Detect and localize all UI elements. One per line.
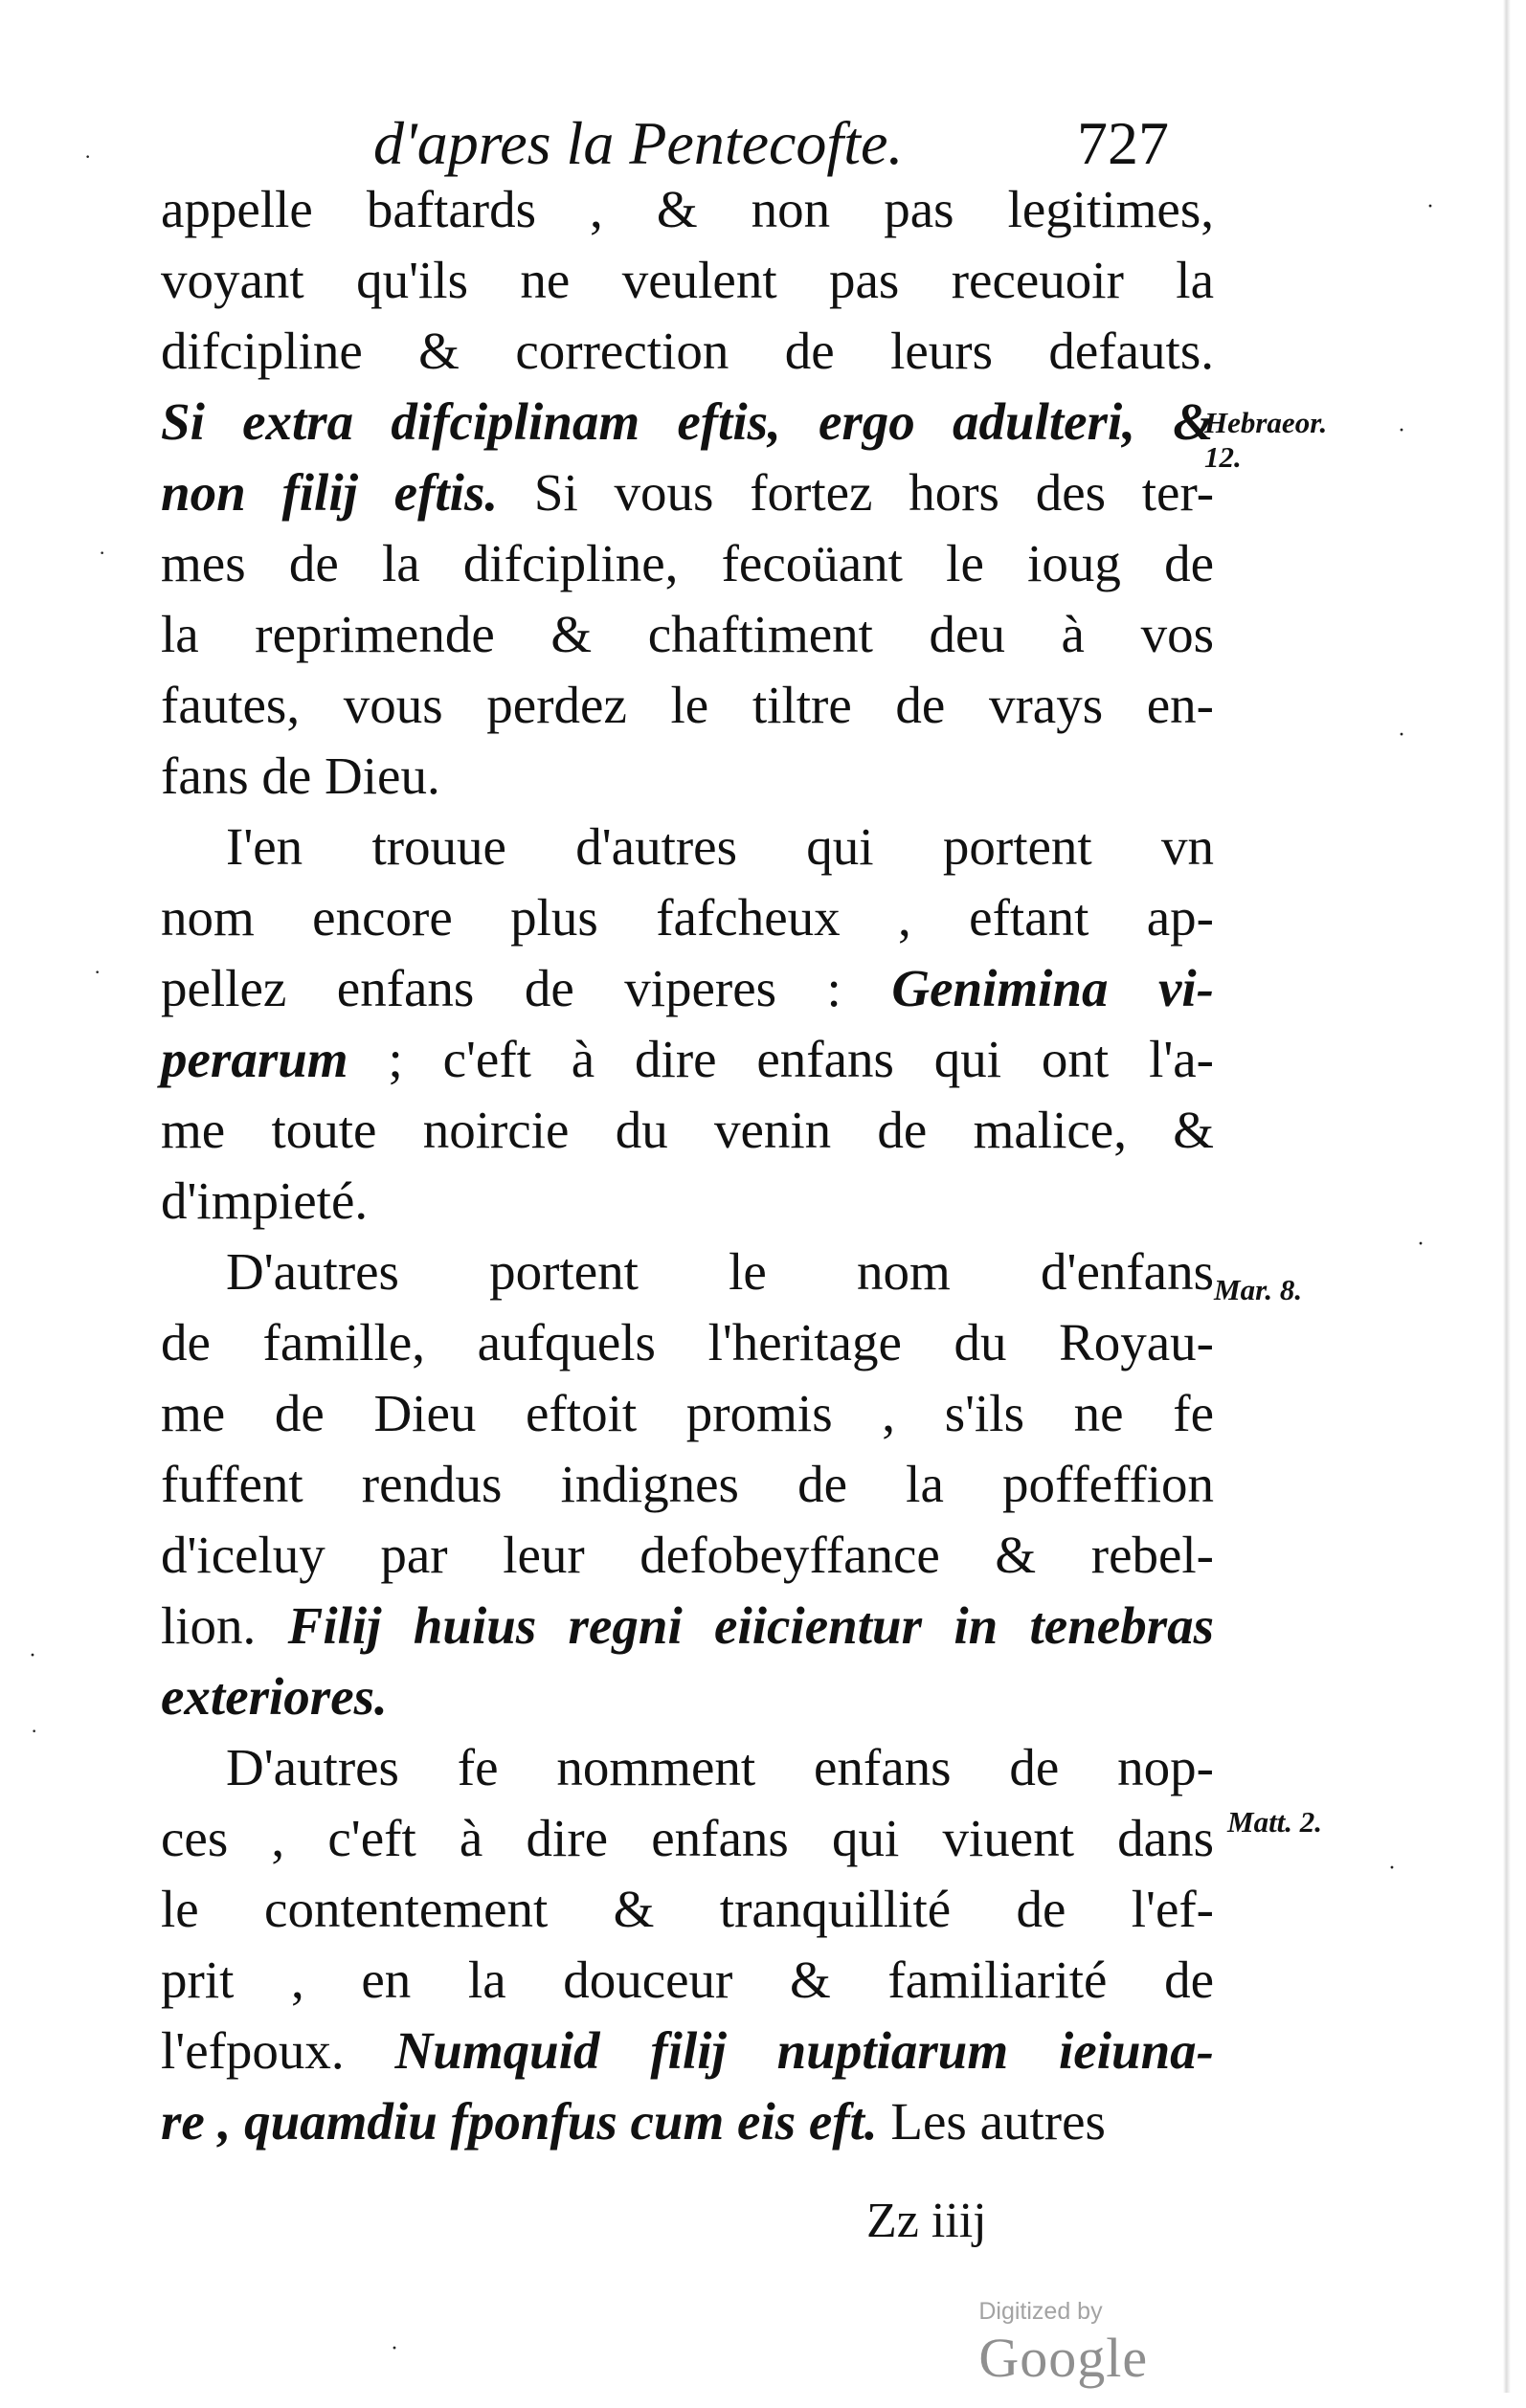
french-text: fautes, vous perdez le tiltre de vrays en- (161, 676, 1214, 734)
text-line (161, 1803, 1214, 1874)
latin-quotation: Si extra difciplinam eftis, ergo adulteri, & (161, 392, 1214, 451)
text-line (161, 670, 1214, 741)
french-text: fans de Dieu. (161, 747, 440, 805)
text-line (161, 2016, 1214, 2086)
latin-quotation: re , quamdiu fponfus cum eis eft. (161, 2092, 878, 2151)
latin-quotation: exteriores. (161, 1667, 388, 1726)
french-text: nom encore plus fafcheux , eftant ap- (161, 888, 1214, 947)
french-text: de famille, aufquels l'heritage du Royau- (161, 1313, 1214, 1371)
text-line (161, 245, 1214, 316)
french-text: lion. (161, 1596, 288, 1655)
french-text: Si vous fortez hors des ter- (498, 463, 1215, 522)
text-line (161, 1095, 1214, 1166)
text-line (161, 316, 1214, 387)
stray-dot-mark: · (31, 1719, 38, 1743)
text-line (161, 1732, 1214, 1803)
french-text: prit , en la douceur & familiarité de (161, 1951, 1214, 2009)
latin-quotation: Genimina vi- (891, 959, 1214, 1017)
stray-dot-mark: · (1398, 723, 1405, 747)
french-text: mes de la difcipline, fecoüant le ioug de (161, 534, 1214, 592)
french-text: Les autres (877, 2092, 1106, 2151)
stray-dot-mark: · (391, 2336, 398, 2361)
text-line (161, 1166, 1214, 1237)
stray-dot-mark: · (29, 1643, 36, 1668)
latin-quotation: non filij eftis. (161, 463, 499, 522)
margin-note-matthieu: Matt. 2. (1227, 1805, 1323, 1839)
stray-dot-mark: · (1388, 1856, 1396, 1881)
text-line (161, 741, 1214, 812)
running-head: d'apres la Pentecofte. (373, 109, 904, 177)
latin-quotation: Filij huius regni eiicientur in tenebras (287, 1596, 1215, 1655)
french-text: difcipline & correction de leurs defauts. (161, 322, 1214, 380)
body-text (161, 174, 1214, 2157)
french-text: me toute noircie du venin de malice, & (161, 1101, 1214, 1159)
french-text: appelle baftards , & non pas legitimes, (161, 180, 1214, 238)
text-line (161, 457, 1214, 528)
stray-dot-mark: · (1417, 1232, 1425, 1257)
text-line (161, 387, 1214, 457)
text-line (161, 1945, 1214, 2016)
text-line (161, 953, 1214, 1024)
text-line (161, 1520, 1214, 1591)
stray-dot-mark: · (94, 960, 101, 984)
french-text: d'iceluy par leur defobeyffance & rebel- (161, 1526, 1214, 1584)
french-text: ces , c'eft à dire enfans qui viuent dans (161, 1809, 1214, 1867)
french-text: ; c'eft à dire enfans qui ont l'a- (348, 1030, 1214, 1088)
margin-note-hebreux: Hebraeor. 12. (1204, 406, 1328, 474)
page-header (0, 0, 1526, 182)
text-line (161, 2086, 1214, 2157)
text-line (161, 1378, 1214, 1449)
stray-dot-mark: · (1398, 418, 1405, 443)
google-logo: Google (978, 2327, 1149, 2389)
stray-dot-mark: · (84, 145, 92, 168)
text-line (161, 882, 1214, 953)
french-text: la reprimende & chaftiment deu à vos (161, 605, 1214, 663)
french-text: me de Dieu eftoit promis , s'ils ne fe (161, 1384, 1214, 1442)
latin-quotation: perarum (161, 1030, 348, 1088)
margin-note-marc: Mar. 8. (1214, 1273, 1303, 1306)
text-line (161, 1449, 1214, 1520)
digitized-watermark (959, 2280, 1148, 2408)
french-text: d'impieté. (161, 1171, 369, 1230)
french-text: voyant qu'ils ne veulent pas receuoir la (161, 251, 1214, 309)
text-line (161, 1024, 1214, 1095)
latin-quotation: Numquid filij nuptiarum ieiuna- (394, 2021, 1214, 2080)
stray-dot-mark: · (1426, 194, 1434, 219)
watermark-prefix: Digitized by (978, 2298, 1103, 2325)
french-text: D'autres portent le nom d'enfans (226, 1242, 1214, 1301)
french-text: D'autres fe nomment enfans de nop- (226, 1738, 1214, 1796)
text-line (161, 174, 1214, 245)
page-number: 727 (1077, 109, 1169, 177)
french-text: le contentement & tranquillité de l'ef- (161, 1880, 1214, 1938)
text-line (161, 1661, 1214, 1732)
french-text: pellez enfans de viperes : (161, 959, 892, 1017)
text-line (161, 1237, 1214, 1307)
text-line (161, 528, 1214, 599)
french-text: fuffent rendus indignes de la poffeffion (161, 1455, 1214, 1513)
stray-dot-mark: · (99, 541, 106, 565)
page-binding-edge (1503, 0, 1511, 2393)
text-line (161, 1307, 1214, 1378)
text-line (161, 812, 1214, 882)
french-text: I'en trouue d'autres qui portent vn (226, 817, 1214, 876)
text-line (161, 1874, 1214, 1945)
text-line (161, 1591, 1214, 1661)
signature-mark: Zz iiij (866, 2194, 987, 2248)
french-text: l'efpoux. (161, 2021, 395, 2080)
text-line (161, 599, 1214, 670)
